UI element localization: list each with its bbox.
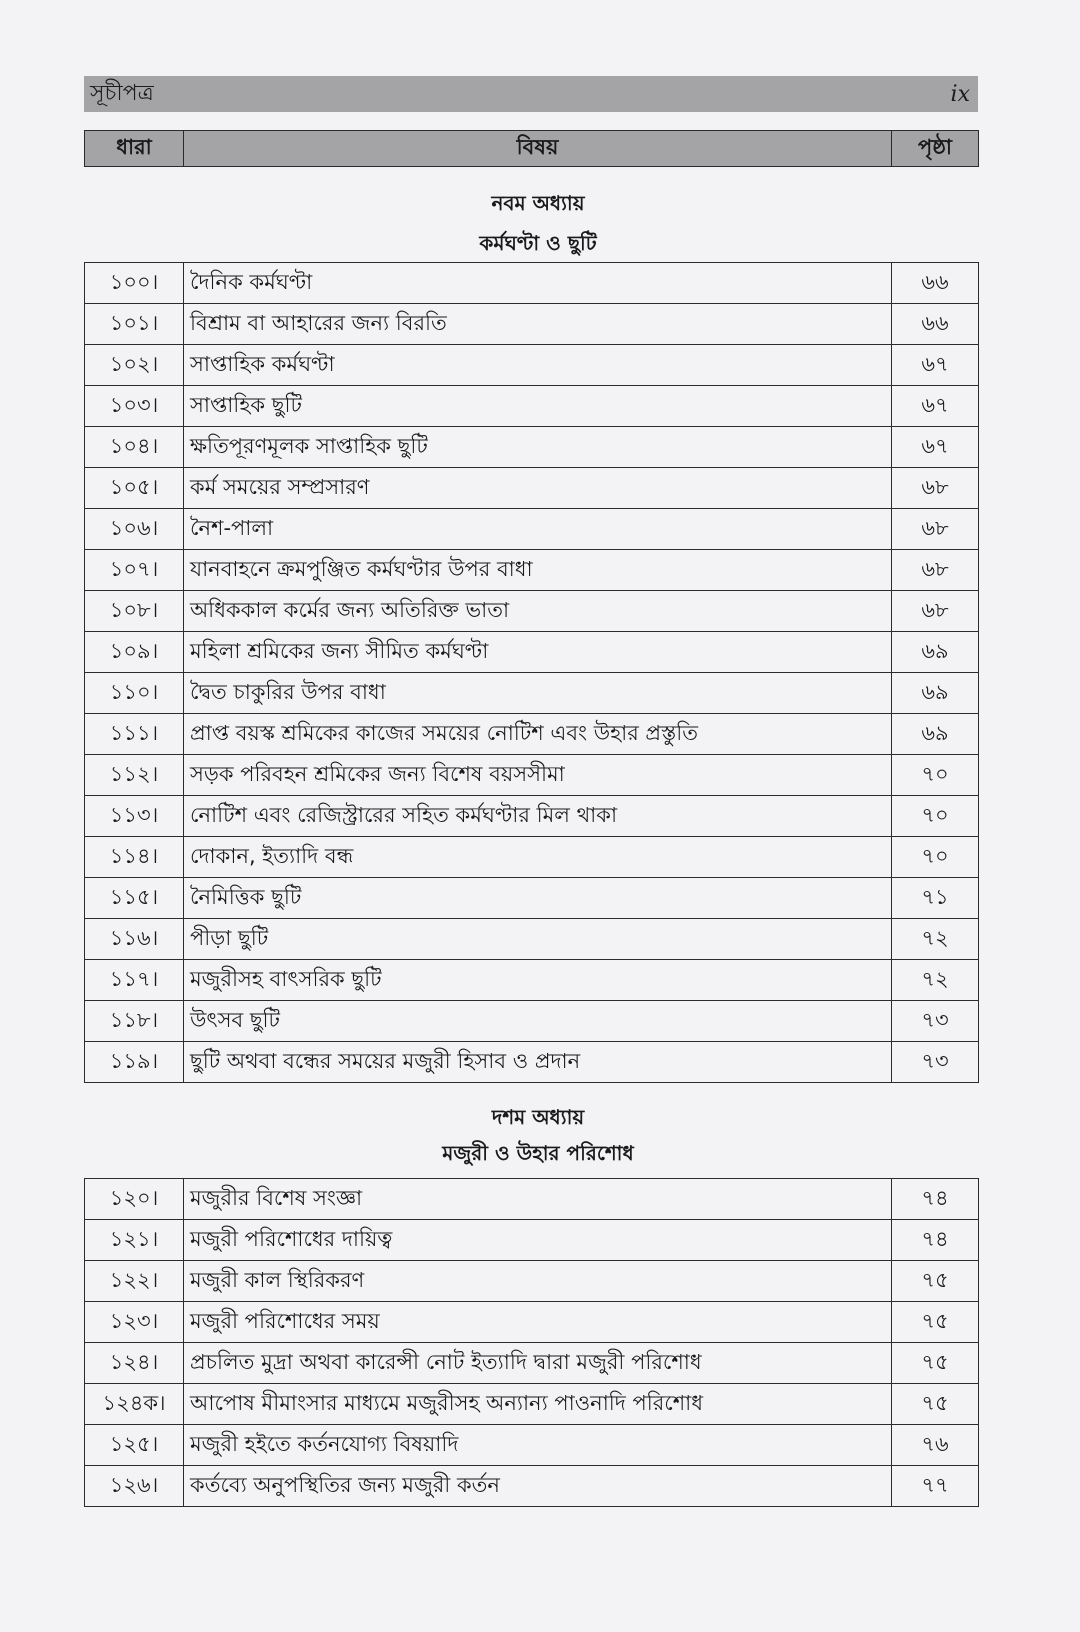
section-subject: ছুটি অথবা বন্ধের সময়ের মজুরী হিসাব ও প্রদান: [184, 1042, 892, 1083]
table-row: [85, 304, 979, 345]
section-number: ১২৫।: [85, 1425, 184, 1466]
section-number: ১১৪।: [85, 837, 184, 878]
page-ref: ৬৬: [892, 263, 979, 304]
page-ref: ৭০: [892, 755, 979, 796]
section-subject: বিশ্রাম বা আহারের জন্য বিরতি: [184, 304, 892, 345]
table-header-row: [85, 131, 979, 167]
section-subject: সড়ক পরিবহন শ্রমিকের জন্য বিশেষ বয়সসীমা: [184, 755, 892, 796]
table-row: [85, 673, 979, 714]
section-number: ১১৬।: [85, 919, 184, 960]
section-number: ১০৯।: [85, 632, 184, 673]
table-row: [85, 1466, 979, 1507]
section-number: ১০৮।: [85, 591, 184, 632]
column-header-section: ধারা: [85, 131, 184, 167]
table-row: [85, 509, 979, 550]
section-subject: দৈনিক কর্মঘণ্টা: [184, 263, 892, 304]
section-subject: পীড়া ছুটি: [184, 919, 892, 960]
table-row: [85, 468, 979, 509]
section-number: ১২২।: [85, 1261, 184, 1302]
table-row: [85, 1220, 979, 1261]
section-subject: নৈশ-পালা: [184, 509, 892, 550]
page-ref: ৬৭: [892, 345, 979, 386]
table-row: [85, 960, 979, 1001]
page-ref: ৭৬: [892, 1425, 979, 1466]
section-number: ১২৩।: [85, 1302, 184, 1343]
page-ref: ৭৭: [892, 1466, 979, 1507]
page-ref: ৬৬: [892, 304, 979, 345]
table-row: [85, 550, 979, 591]
section-subject: মজুরী কাল স্থিরিকরণ: [184, 1261, 892, 1302]
toc-header-table: [84, 130, 979, 167]
table-row: [85, 427, 979, 468]
page-ref: ৬৭: [892, 386, 979, 427]
page-ref: ৭১: [892, 878, 979, 919]
table-row: [85, 714, 979, 755]
page-ref: ৭৩: [892, 1042, 979, 1083]
column-header-subject: বিষয়: [184, 131, 892, 167]
page-ref: ৭২: [892, 960, 979, 1001]
page-ref: ৭০: [892, 837, 979, 878]
section-number: ১০৭।: [85, 550, 184, 591]
section-subject: যানবাহনে ক্রমপুঞ্জিত কর্মঘণ্টার উপর বাধা: [184, 550, 892, 591]
page-ref: ৬৮: [892, 591, 979, 632]
table-row: [85, 263, 979, 304]
section-subject: অধিককাল কর্মের জন্য অতিরিক্ত ভাতা: [184, 591, 892, 632]
section-subject: প্রাপ্ত বয়স্ক শ্রমিকের কাজের সময়ের নোটিশ এবং উহার প্রস্তুতি: [184, 714, 892, 755]
section-number: ১১২।: [85, 755, 184, 796]
section-subject: সাপ্তাহিক ছুটি: [184, 386, 892, 427]
section-subject: মহিলা শ্রমিকের জন্য সীমিত কর্মঘণ্টা: [184, 632, 892, 673]
section-number: ১১৯।: [85, 1042, 184, 1083]
section-number: ১২১।: [85, 1220, 184, 1261]
chapter-10-table: [84, 1178, 979, 1507]
page-ref: ৭০: [892, 796, 979, 837]
table-row: [85, 591, 979, 632]
section-number: ১২৬।: [85, 1466, 184, 1507]
page-ref: ৬৯: [892, 673, 979, 714]
section-subject: মজুরী পরিশোধের সময়: [184, 1302, 892, 1343]
section-subject: কর্ম সময়ের সম্প্রসারণ: [184, 468, 892, 509]
page-ref: ৭৫: [892, 1261, 979, 1302]
section-number: ১০৬।: [85, 509, 184, 550]
table-row: [85, 386, 979, 427]
page-ref: ৬৯: [892, 632, 979, 673]
page-ref: ৬৮: [892, 550, 979, 591]
page-ref: ৭৪: [892, 1220, 979, 1261]
section-subject: আপোষ মীমাংসার মাধ্যমে মজুরীসহ অন্যান্য পাওনাদি পরিশোধ: [184, 1384, 892, 1425]
section-subject: উৎসব ছুটি: [184, 1001, 892, 1042]
column-header-page: পৃষ্ঠা: [892, 131, 979, 167]
page-ref: ৭৪: [892, 1179, 979, 1220]
section-number: ১০২।: [85, 345, 184, 386]
section-subject: দোকান, ইত্যাদি বন্ধ: [184, 837, 892, 878]
section-subject: মজুরী পরিশোধের দায়িত্ব: [184, 1220, 892, 1261]
section-number: ১১৮।: [85, 1001, 184, 1042]
table-row: [85, 1343, 979, 1384]
page-ref: ৬৯: [892, 714, 979, 755]
table-row: [85, 919, 979, 960]
table-row: [85, 1302, 979, 1343]
table-row: [85, 796, 979, 837]
section-number: ১০০।: [85, 263, 184, 304]
running-header-title: সূচীপত্র: [90, 80, 154, 106]
table-row: [85, 1261, 979, 1302]
table-row: [85, 632, 979, 673]
section-number: ১০৩।: [85, 386, 184, 427]
table-row: [85, 345, 979, 386]
section-subject: মজুরীসহ বাৎসরিক ছুটি: [184, 960, 892, 1001]
section-number: ১০১।: [85, 304, 184, 345]
section-number: ১১৭।: [85, 960, 184, 1001]
page-ref: ৭৩: [892, 1001, 979, 1042]
section-subject: নৈমিত্তিক ছুটি: [184, 878, 892, 919]
section-number: ১১১।: [85, 714, 184, 755]
page-number: ix: [950, 81, 970, 107]
section-subject: ক্ষতিপূরণমূলক সাপ্তাহিক ছুটি: [184, 427, 892, 468]
table-row: [85, 1042, 979, 1083]
section-subject: সাপ্তাহিক কর্মঘণ্টা: [184, 345, 892, 386]
table-row: [85, 837, 979, 878]
section-number: ১২০।: [85, 1179, 184, 1220]
table-row: [85, 1179, 979, 1220]
section-number: ১১৩।: [85, 796, 184, 837]
section-subject: মজুরীর বিশেষ সংজ্ঞা: [184, 1179, 892, 1220]
section-number: ১২৪ক।: [85, 1384, 184, 1425]
running-header: [84, 76, 978, 112]
page-ref: ৬৮: [892, 468, 979, 509]
section-subject: প্রচলিত মুদ্রা অথবা কারেন্সী নোট ইত্যাদি দ্বারা মজুরী পরিশোধ: [184, 1343, 892, 1384]
table-row: [85, 1425, 979, 1466]
section-subject: নোটিশ এবং রেজিস্ট্রারের সহিত কর্মঘণ্টার মিল থাকা: [184, 796, 892, 837]
page-ref: ৭৫: [892, 1343, 979, 1384]
chapter-9-title: কর্মঘণ্টা ও ছুটি: [479, 231, 597, 255]
section-subject: দ্বৈত চাকুরির উপর বাধা: [184, 673, 892, 714]
page-ref: ৬৮: [892, 509, 979, 550]
section-number: ১১৫।: [85, 878, 184, 919]
page-ref: ৭২: [892, 919, 979, 960]
page-ref: ৭৫: [892, 1302, 979, 1343]
section-number: ১২৪।: [85, 1343, 184, 1384]
table-row: [85, 1384, 979, 1425]
chapter-10-name: দশম অধ্যায়: [491, 1105, 585, 1129]
table-row: [85, 1001, 979, 1042]
section-number: ১১০।: [85, 673, 184, 714]
section-subject: কর্তব্যে অনুপস্থিতির জন্য মজুরী কর্তন: [184, 1466, 892, 1507]
table-row: [85, 878, 979, 919]
chapter-10-title: মজুরী ও উহার পরিশোধ: [442, 1141, 634, 1165]
section-subject: মজুরী হইতে কর্তনযোগ্য বিষয়াদি: [184, 1425, 892, 1466]
page-ref: ৭৫: [892, 1384, 979, 1425]
chapter-9-name: নবম অধ্যায়: [491, 191, 585, 215]
table-row: [85, 755, 979, 796]
chapter-9-table: [84, 262, 979, 1083]
page-ref: ৬৭: [892, 427, 979, 468]
section-number: ১০৫।: [85, 468, 184, 509]
section-number: ১০৪।: [85, 427, 184, 468]
